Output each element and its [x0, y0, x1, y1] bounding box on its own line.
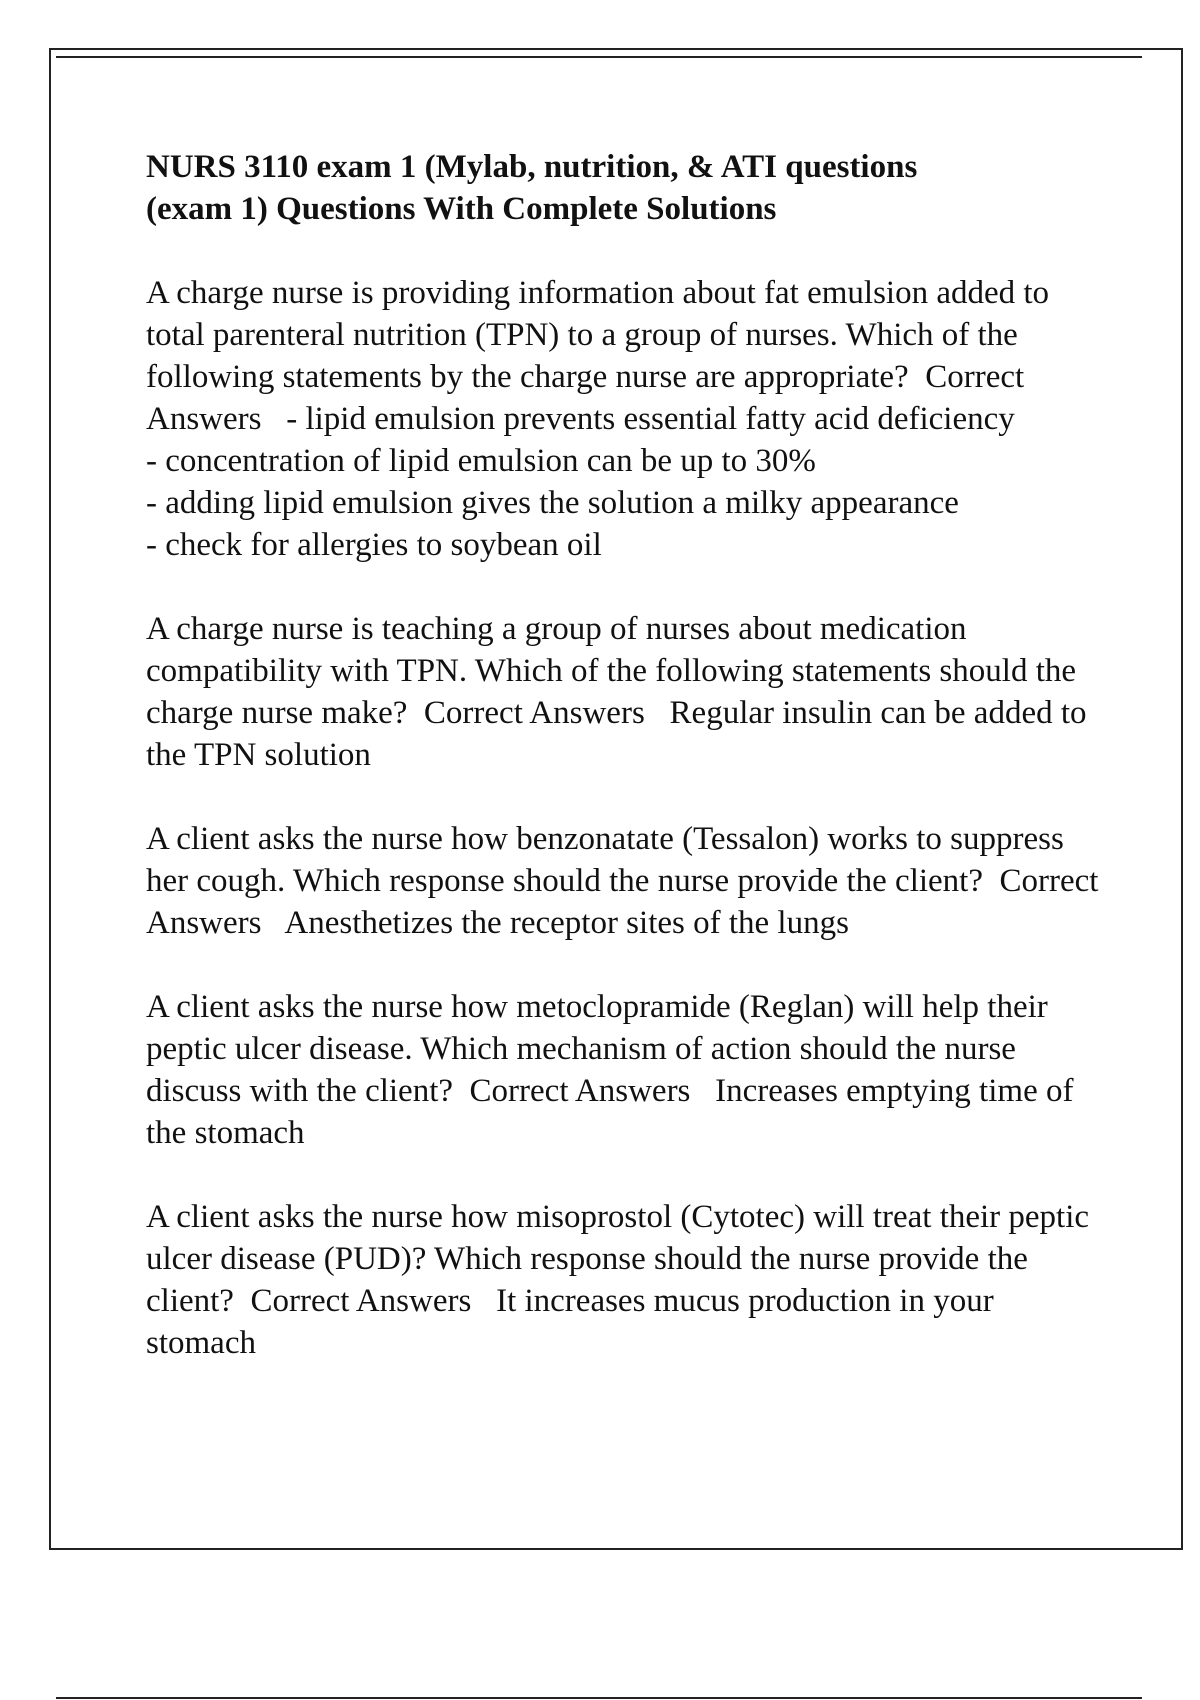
answer-text: It increases mucus production in your stomach	[146, 1283, 994, 1361]
qa-item-1	[146, 272, 1106, 566]
qa-item-4	[146, 986, 1106, 1154]
qa-item-5	[146, 1196, 1106, 1364]
question-text: A client asks the nurse how metoclopramide (Reglan) will help their peptic ulcer disease. Which mechanism of action should the nurse discuss with the client?	[146, 989, 1048, 1109]
correct-answers-label: Correct Answers	[423, 695, 645, 731]
document-title-line-1: NURS 3110 exam 1 (Mylab, nutrition, & ATI questions	[146, 149, 918, 185]
bottom-rule	[56, 1697, 1142, 1699]
answer-extra-line: - concentration of lipid emulsion can be up to 30%	[146, 443, 816, 479]
answer-text: - lipid emulsion prevents essential fatty acid deficiency	[286, 401, 1015, 437]
answer-text: Anesthetizes the receptor sites of the lungs	[284, 905, 849, 941]
qa-item-3	[146, 818, 1106, 944]
correct-answers-label: Correct Answers	[469, 1073, 691, 1109]
document-title	[146, 146, 1106, 230]
document-title-line-2: (exam 1) Questions With Complete Solutions	[146, 191, 777, 227]
document-content	[146, 146, 1106, 1406]
answer-extra-line: - adding lipid emulsion gives the solution a milky appearance	[146, 485, 959, 521]
question-text: A client asks the nurse how benzonatate (Tessalon) works to suppress her cough. Which response should the nurse provide the client?	[146, 821, 1064, 899]
answer-extra-line: - check for allergies to soybean oil	[146, 527, 602, 563]
correct-answers-label: Correct Answers	[146, 863, 1099, 941]
answer-text: Regular insulin can be added to the TPN solution	[146, 695, 1087, 773]
qa-item-2	[146, 608, 1106, 776]
correct-answers-label: Correct Answers	[146, 359, 1025, 437]
question-text: A charge nurse is providing information about fat emulsion added to total parenteral nutrition (TPN) to a group of nurses. Which of the following statements by the charge nurse are appropriate?	[146, 275, 1050, 395]
question-text: A charge nurse is teaching a group of nurses about medication compatibility with TPN. Which of the following statements should the charge nurse make?	[146, 611, 1077, 731]
question-text: A client asks the nurse how misoprostol (Cytotec) will treat their peptic ulcer disease (PUD)? Which response should the nurse provide the client?	[146, 1199, 1090, 1319]
correct-answers-label: Correct Answers	[250, 1283, 472, 1319]
answer-text: Increases emptying time of the stomach	[146, 1073, 1074, 1151]
top-rule	[56, 56, 1142, 58]
